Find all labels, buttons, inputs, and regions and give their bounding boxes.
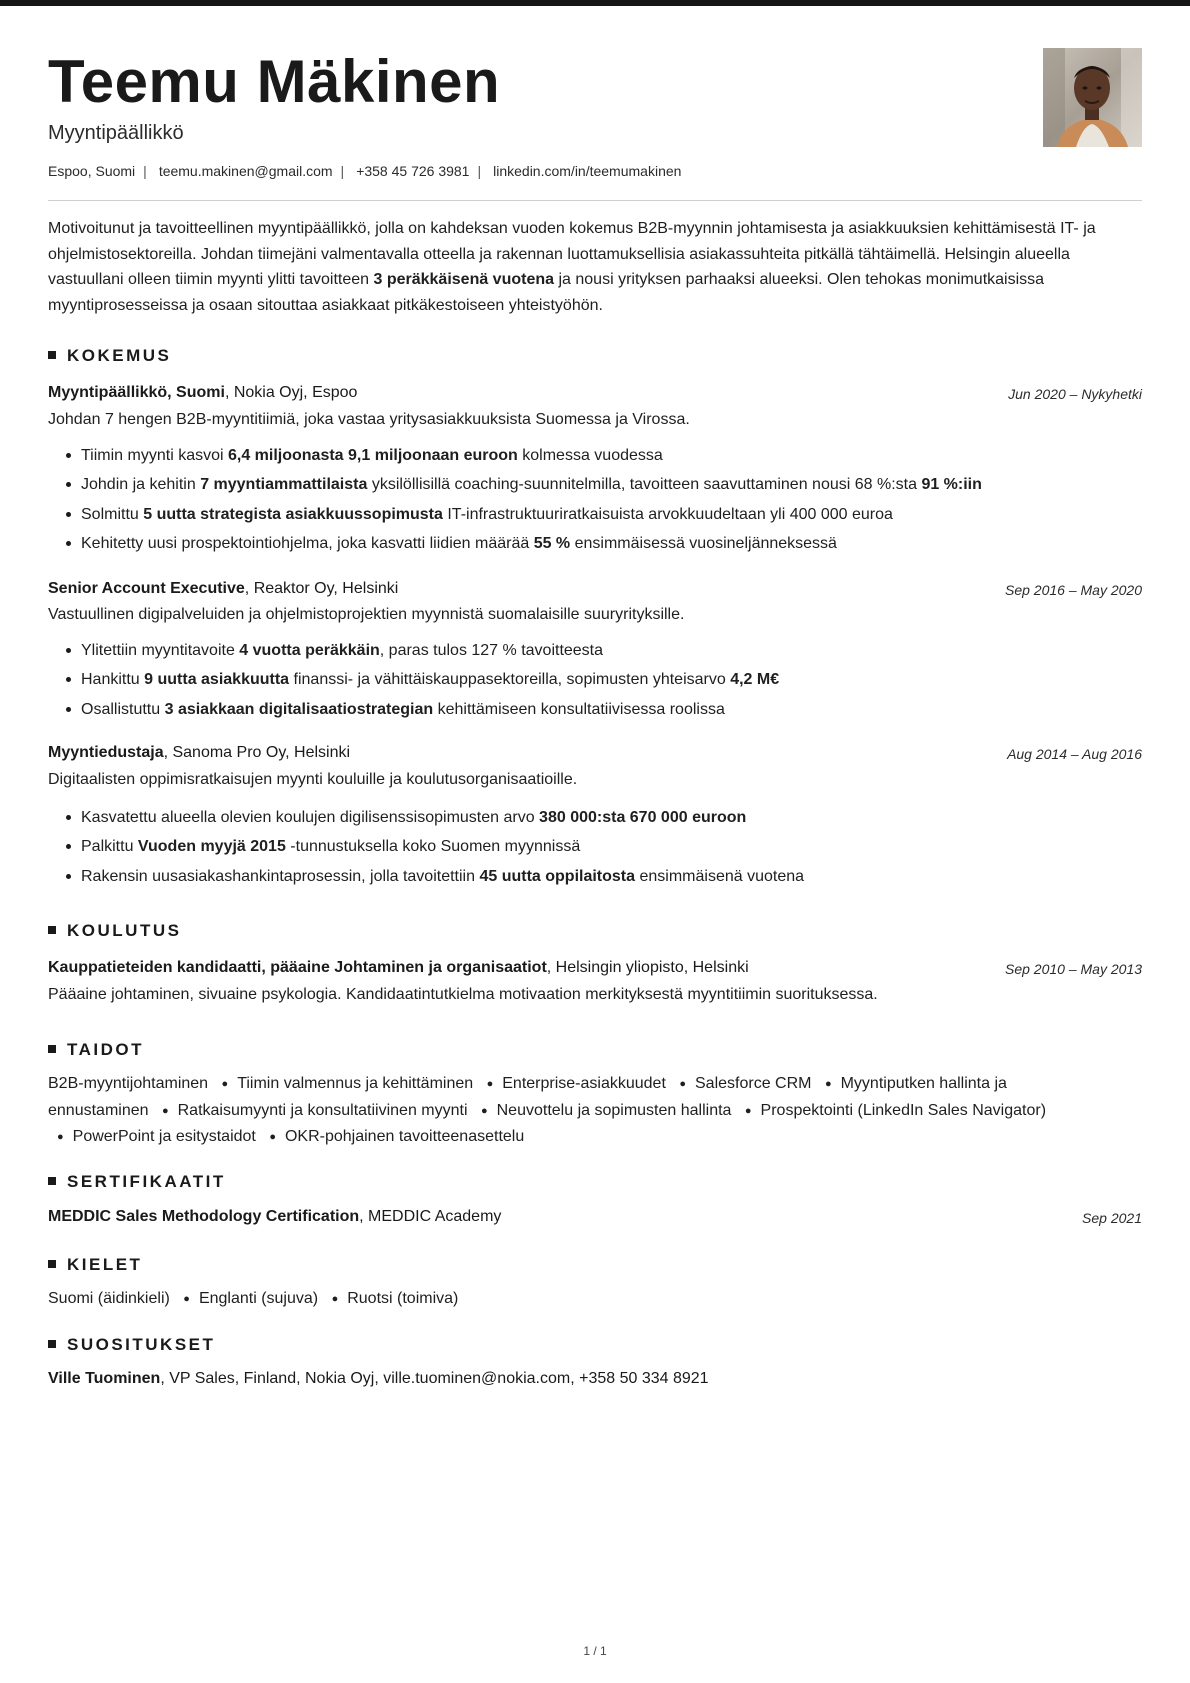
contact-location: Espoo, Suomi bbox=[48, 163, 136, 179]
degree-title: Kauppatieteiden kandidaatti, pääaine Johtaminen ja organisaatiot bbox=[48, 959, 547, 976]
contact-phone[interactable]: +358 45 726 3981 bbox=[356, 163, 470, 179]
achievement-highlight: 91 %:iin bbox=[921, 476, 982, 494]
achievement-text: Palkittu bbox=[81, 838, 138, 856]
job-achievements bbox=[48, 803, 1142, 891]
degree-description: Pääaine johtaminen, sivuaine psykologia. Kandidaatintutkielma motivaation merkityksestä myyntitiimin suorituksessa. bbox=[48, 986, 878, 1003]
achievement-highlight: 45 uutta oppilaitosta bbox=[479, 867, 636, 885]
achievement-text: Kasvatettu alueella olevien koulujen digilisenssisopimusten arvo bbox=[81, 809, 540, 826]
achievement-highlight: 7 myyntiammattilaista bbox=[200, 476, 368, 494]
achievement-item bbox=[48, 636, 1142, 665]
achievement-text: Solmittu bbox=[81, 505, 144, 523]
section-title-education bbox=[48, 921, 181, 941]
section-square-icon bbox=[48, 1177, 56, 1185]
achievement-item bbox=[48, 500, 1142, 529]
achievement-text: , paras tulos 127 % tavoitteesta bbox=[379, 642, 604, 659]
achievement-item bbox=[48, 695, 1142, 724]
bullet-separator-icon: ● bbox=[679, 1078, 686, 1090]
summary-text: ja nousi yrityksen parhaaksi alueeksi. Olen tehokas monimutkaisissa myyntiprosesseissa ja osaan sitouttaa asiakkaat pitkäkestoiseen yhteistyöhön. bbox=[48, 271, 1045, 314]
page-number: 1 / 1 bbox=[583, 1644, 607, 1658]
contact-separator: | bbox=[477, 163, 482, 179]
achievement-text: Ylitettiin myyntitavoite bbox=[81, 642, 240, 659]
contact-linkedin[interactable]: linkedin.com/in/teemumakinen bbox=[493, 163, 682, 179]
reference-entry bbox=[48, 1369, 1142, 1389]
job-dates: Aug 2014 – Aug 2016 bbox=[1007, 746, 1142, 762]
skill-item: OKR-pohjainen tavoitteenasettelu bbox=[284, 1128, 525, 1145]
contact-email[interactable]: teemu.makinen@gmail.com bbox=[158, 163, 333, 179]
skill-item: Neuvottelu ja sopimusten hallinta bbox=[496, 1101, 732, 1119]
contact-separator: | bbox=[340, 163, 345, 179]
skill-item: Enterprise-asiakkuudet bbox=[502, 1075, 666, 1092]
skill-item: B2B-myyntijohtaminen bbox=[48, 1075, 209, 1092]
candidate-role: Myyntipäällikkö bbox=[48, 122, 184, 144]
job-title: Myyntipäällikkö, Suomi bbox=[48, 384, 225, 401]
achievement-text: IT-infrastruktuuriratkaisuista arvokkuudeltaan yli 400 000 euroa bbox=[442, 505, 893, 523]
achievement-highlight: 3 asiakkaan digitalisaatiostrategian bbox=[164, 700, 434, 718]
bullet-separator-icon: ● bbox=[486, 1078, 494, 1090]
summary-text: Motivoitunut ja tavoitteellinen myyntipäällikkö, jolla on kahdeksan vuoden kokemus B2B-myynnin johtamisesta ja asiakkuuksien kehittämisestä IT- ja ohjelmistosektoreilla. Johdan tiimejäni valmentavalla otteella ja rakennan luottamuksellisia asiakassuhteita pitkällä tähtäimellä. Helsingin alueella vastuullani olleen tiimin myynti ylitti tavoitteen bbox=[48, 220, 1096, 288]
achievement-highlight: 5 uutta strategista asiakkuussopimusta bbox=[143, 505, 443, 523]
section-square-icon bbox=[48, 351, 56, 359]
achievement-highlight: 4 vuotta peräkkäin bbox=[239, 642, 380, 659]
achievement-item bbox=[48, 470, 1142, 499]
certificate-date: Sep 2021 bbox=[1082, 1210, 1142, 1226]
bullet-separator-icon: ● bbox=[744, 1104, 752, 1117]
degree-dates: Sep 2010 – May 2013 bbox=[1005, 961, 1142, 977]
section-title-skills bbox=[48, 1040, 144, 1060]
section-title-text: TAIDOT bbox=[67, 1040, 145, 1059]
achievement-text: Rakensin uusasiakashankintaprosessin, jolla tavoitettiin bbox=[81, 867, 480, 885]
achievement-item bbox=[48, 832, 1142, 861]
certificate-title: MEDDIC Sales Methodology Certification bbox=[48, 1208, 360, 1225]
section-title-certificates bbox=[48, 1172, 226, 1192]
bullet-separator-icon: ● bbox=[480, 1104, 488, 1117]
achievement-text: Johdin ja kehitin bbox=[81, 476, 201, 494]
achievement-text: kehittämiseen konsultatiivisessa roolissa bbox=[433, 700, 725, 718]
job-dates: Jun 2020 – Nykyhetki bbox=[1008, 386, 1142, 402]
certificate-entry bbox=[48, 1207, 1142, 1227]
reference-name: Ville Tuominen bbox=[48, 1370, 161, 1387]
section-title-text: KOULUTUS bbox=[67, 921, 182, 940]
achievement-item bbox=[48, 529, 1142, 558]
section-title-languages bbox=[48, 1255, 142, 1275]
language-item: Suomi (äidinkieli) bbox=[48, 1290, 170, 1307]
section-title-text: SERTIFIKAATIT bbox=[67, 1172, 226, 1191]
achievement-highlight: 6,4 miljoonasta 9,1 miljoonaan euroon bbox=[227, 447, 518, 464]
achievement-item bbox=[48, 665, 1142, 694]
profile-photo bbox=[1043, 48, 1142, 147]
skill-item: Myyntiputken hallinta ja ennustaminen bbox=[48, 1075, 1007, 1119]
job-description: Vastuullinen digipalveluiden ja ohjelmistoprojektien myynnistä suomalaisille suuryrityksille. bbox=[48, 606, 685, 623]
job-employer: , Sanoma Pro Oy, Helsinki bbox=[163, 744, 351, 761]
job-employer: , Reaktor Oy, Helsinki bbox=[244, 580, 399, 597]
certificate-issuer: , MEDDIC Academy bbox=[359, 1208, 502, 1225]
summary-highlight: 3 peräkkäisenä vuotena bbox=[373, 271, 555, 288]
degree-institution: , Helsingin yliopisto, Helsinki bbox=[546, 959, 749, 976]
contact-line bbox=[48, 162, 681, 180]
achievement-highlight: 9 uutta asiakkuutta bbox=[144, 671, 290, 689]
bullet-separator-icon: ● bbox=[331, 1293, 339, 1305]
header-divider bbox=[48, 200, 1142, 201]
languages-list bbox=[48, 1286, 1058, 1313]
section-title-references bbox=[48, 1335, 215, 1355]
job-achievements bbox=[48, 441, 1142, 558]
skills-list bbox=[48, 1071, 1058, 1151]
language-item: Ruotsi (toimiva) bbox=[347, 1290, 459, 1307]
skill-item: Salesforce CRM bbox=[695, 1075, 812, 1092]
achievement-item bbox=[48, 441, 1142, 470]
achievement-text: finanssi- ja vähittäiskauppasektoreilla, sopimusten yhteisarvo bbox=[289, 671, 731, 689]
achievement-text: Osallistuttu bbox=[81, 700, 165, 718]
section-square-icon bbox=[48, 1260, 56, 1268]
job-description: Digitaalisten oppimisratkaisujen myynti kouluille ja koulutusorganisaatioille. bbox=[48, 771, 578, 788]
section-title-text: SUOSITUKSET bbox=[67, 1335, 216, 1354]
job-description: Johdan 7 hengen B2B-myyntitiimiä, joka vastaa yritysasiakkuuksista Suomessa ja Virossa. bbox=[48, 411, 690, 428]
section-square-icon bbox=[48, 926, 56, 934]
reference-details: , VP Sales, Finland, Nokia Oyj, ville.tuominen@nokia.com, +358 50 334 8921 bbox=[160, 1370, 709, 1387]
achievement-highlight: 55 % bbox=[533, 534, 571, 552]
bullet-separator-icon: ● bbox=[221, 1078, 229, 1090]
bullet-separator-icon: ● bbox=[183, 1293, 190, 1305]
achievement-text: -tunnustuksella koko Suomen myynnissä bbox=[285, 838, 581, 856]
achievement-highlight: 4,2 M€ bbox=[730, 671, 780, 689]
job-title: Senior Account Executive bbox=[48, 580, 245, 597]
experience-entry-3-header bbox=[48, 743, 1142, 763]
section-square-icon bbox=[48, 1045, 56, 1053]
bullet-separator-icon: ● bbox=[824, 1078, 832, 1090]
job-title: Myyntiedustaja bbox=[48, 744, 164, 761]
job-dates: Sep 2016 – May 2020 bbox=[1005, 582, 1142, 598]
achievement-text: kolmessa vuodessa bbox=[517, 447, 663, 464]
profile-summary bbox=[48, 216, 1142, 318]
achievement-text: Hankittu bbox=[81, 671, 145, 689]
section-square-icon bbox=[48, 1340, 56, 1348]
section-title-text: KOKEMUS bbox=[67, 346, 172, 365]
achievement-text: ensimmäisessä vuosineljänneksessä bbox=[570, 534, 837, 552]
experience-entry-2-header bbox=[48, 579, 1142, 599]
skill-item: Tiimin valmennus ja kehittäminen bbox=[237, 1075, 474, 1092]
bullet-separator-icon: ● bbox=[269, 1131, 276, 1143]
achievement-text: Kehitetty uusi prospektointiohjelma, joka kasvatti liidien määrää bbox=[81, 534, 534, 552]
section-title-experience bbox=[48, 346, 171, 366]
skill-item: Prospektointi (LinkedIn Sales Navigator) bbox=[760, 1101, 1047, 1119]
achievement-highlight: Vuoden myyjä 2015 bbox=[137, 838, 286, 856]
contact-separator: | bbox=[143, 163, 147, 179]
achievement-text: yksilöllisillä coaching-suunnitelmilla, tavoitteen saavuttaminen nousi 68 %:sta bbox=[367, 476, 922, 494]
bullet-separator-icon: ● bbox=[57, 1131, 64, 1143]
language-item: Englanti (sujuva) bbox=[198, 1290, 319, 1307]
achievement-item bbox=[48, 803, 1142, 832]
skill-item: PowerPoint ja esitystaidot bbox=[72, 1128, 256, 1145]
top-accent-bar bbox=[0, 0, 1190, 6]
achievement-text: ensimmäisenä vuotena bbox=[635, 867, 805, 885]
achievement-text: Tiimin myynti kasvoi bbox=[81, 447, 228, 464]
profile-photo-image bbox=[1043, 48, 1142, 147]
bullet-separator-icon: ● bbox=[161, 1104, 169, 1117]
skill-item: Ratkaisumyynti ja konsultatiivinen myynti bbox=[177, 1101, 468, 1119]
achievement-highlight: 380 000:sta 670 000 euroon bbox=[539, 809, 747, 826]
job-achievements bbox=[48, 636, 1142, 724]
candidate-name: Teemu Mäkinen bbox=[48, 48, 501, 115]
achievement-item bbox=[48, 862, 1142, 891]
section-title-text: KIELET bbox=[67, 1255, 143, 1274]
education-entry-header bbox=[48, 958, 1142, 978]
job-employer: , Nokia Oyj, Espoo bbox=[224, 384, 358, 401]
experience-entry-1-header bbox=[48, 383, 1142, 403]
